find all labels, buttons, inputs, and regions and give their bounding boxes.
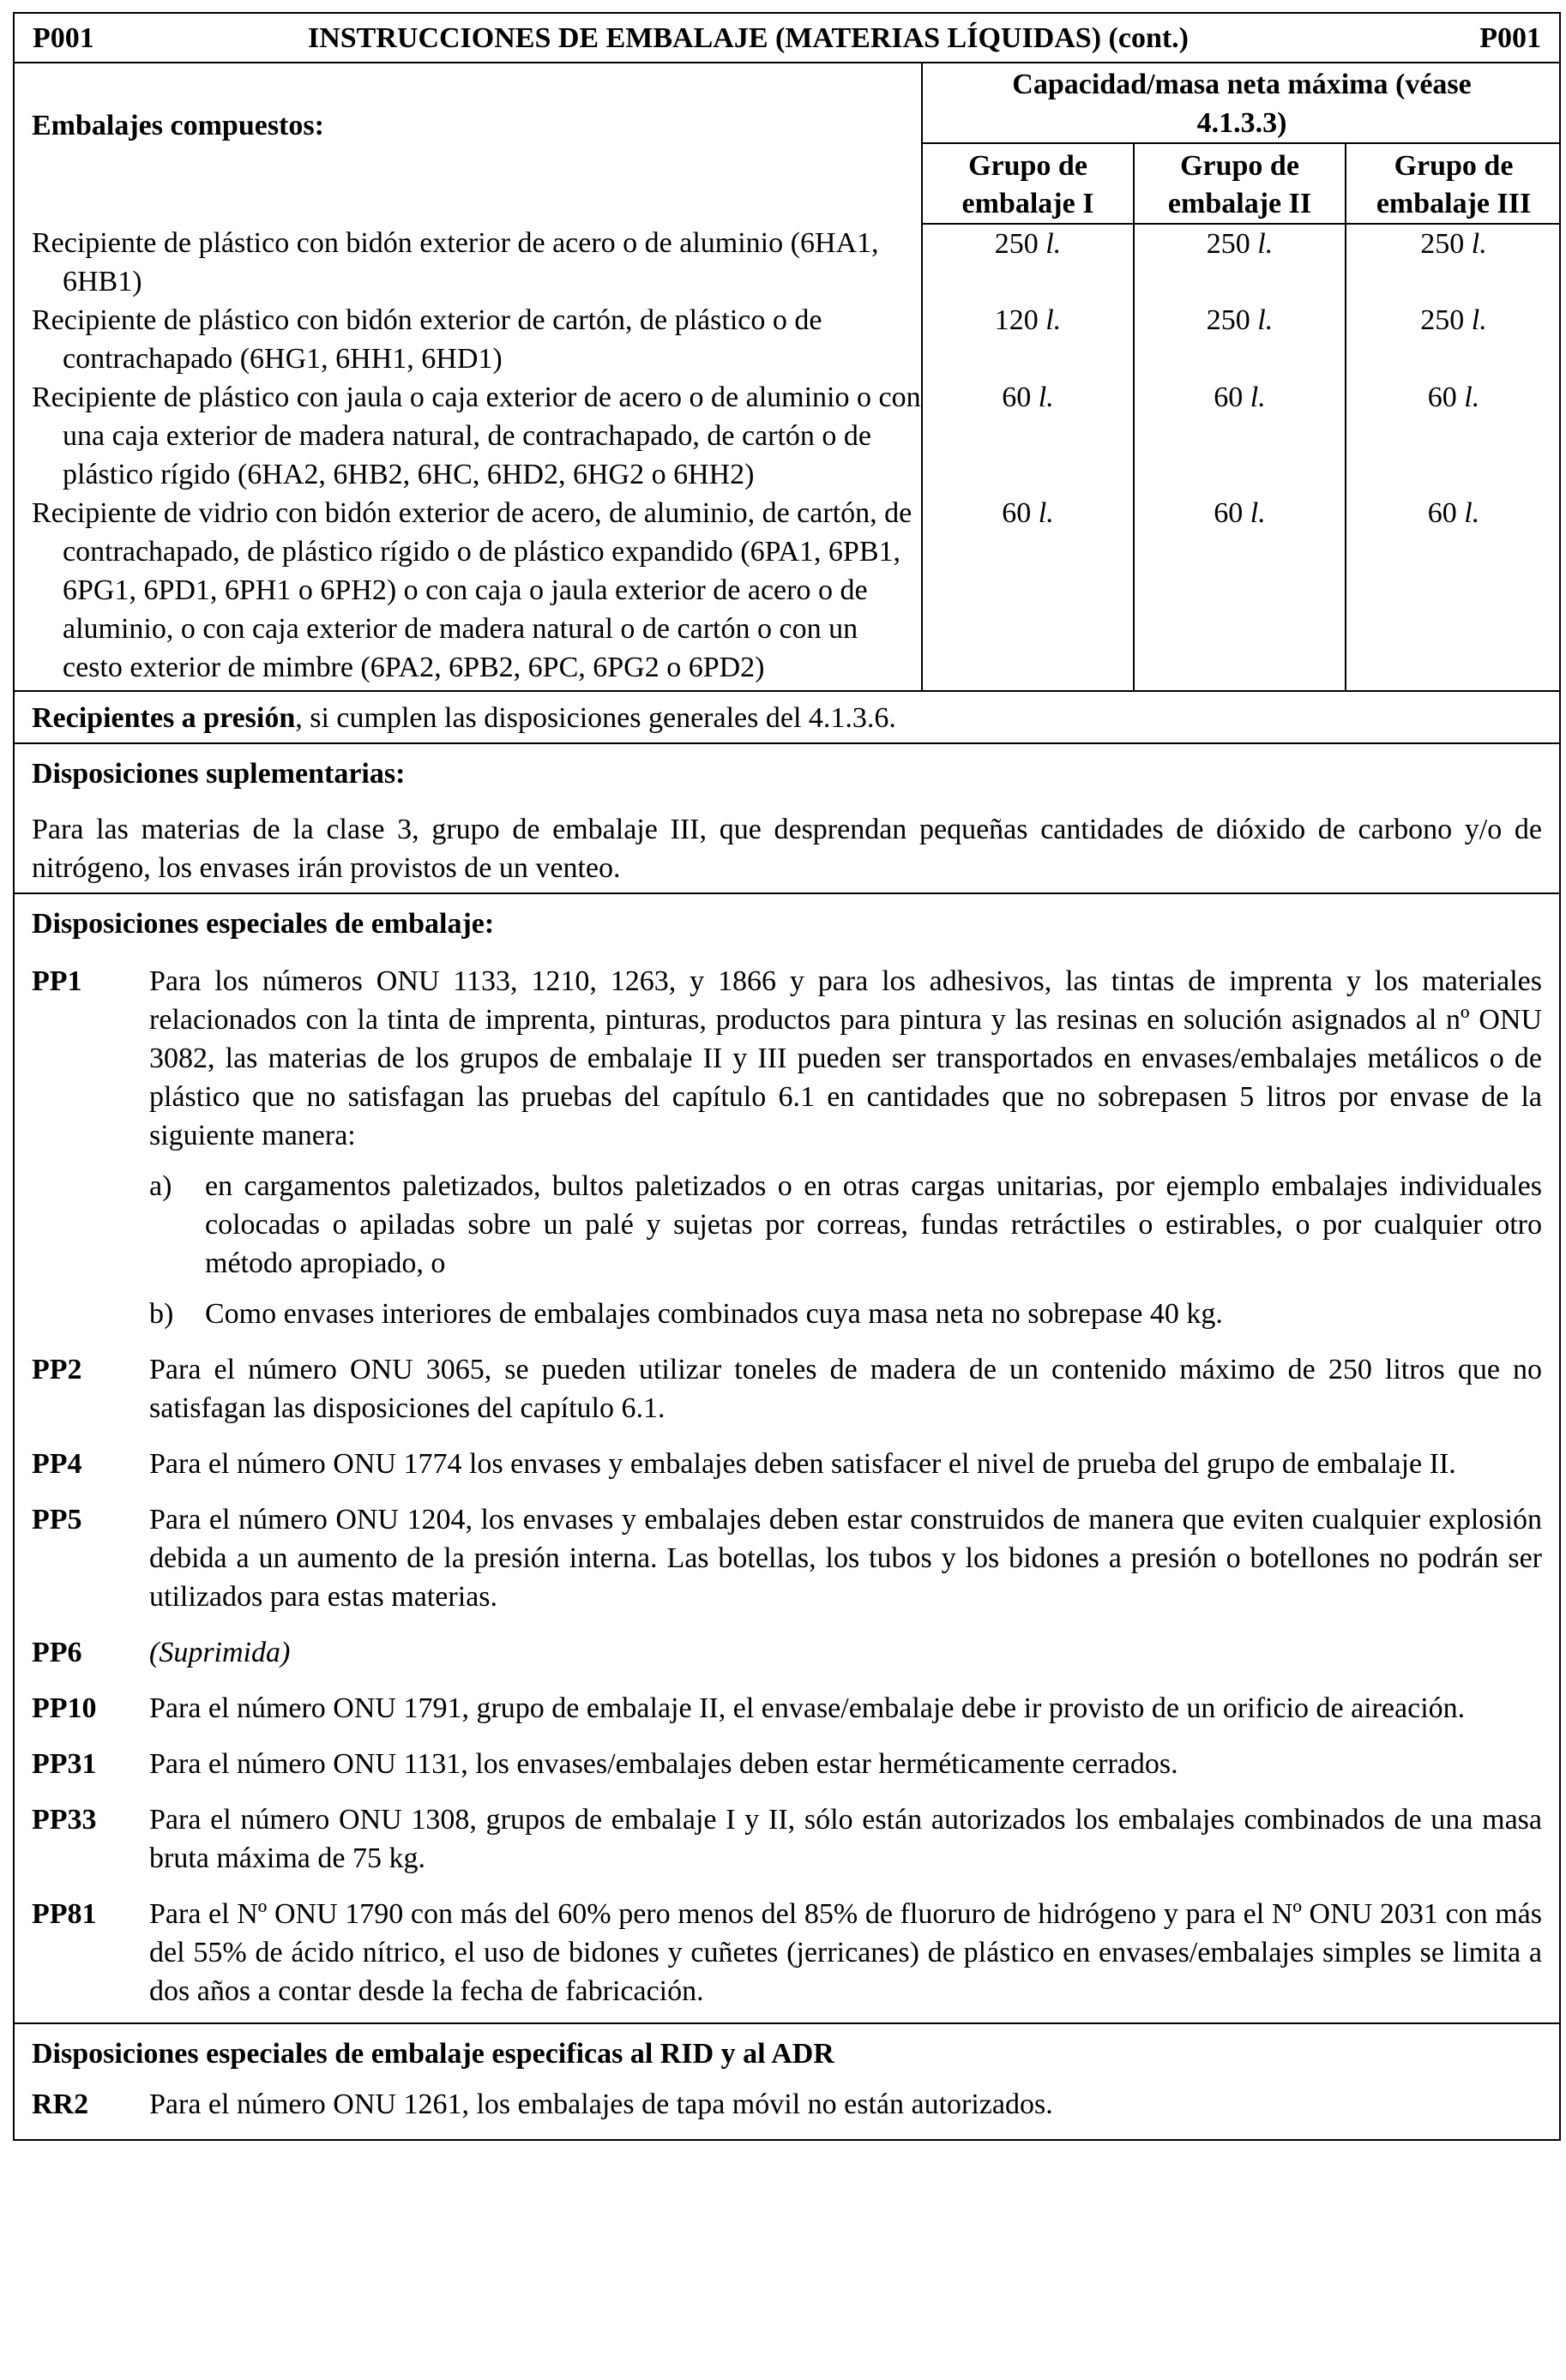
provision-code: RR2 xyxy=(32,2089,89,2120)
provision-text: Para el número ONU 1791, grupo de embalaje II, el envase/embalaje debe ir provisto de un orificio de aireación. xyxy=(149,1692,1466,1724)
group-header-ii: Grupo de embalaje II xyxy=(1134,143,1346,224)
packaging-description: Recipiente de plástico con jaula o caja exterior de acero o de aluminio o con una caja exterior de madera natural, de contrachapado, de cartón o de plástico rígido (6HA2, 6HB2, 6HC, 6HD2, 6HG2 o 6HH2) xyxy=(32,382,921,490)
composite-packaging-cell xyxy=(14,63,1560,691)
sub-item xyxy=(149,1167,1542,1283)
unit-label: l. xyxy=(1250,382,1266,413)
table-row xyxy=(15,494,1561,690)
unit-label: l. xyxy=(1471,304,1487,336)
provision-item xyxy=(32,1633,1542,1672)
table-row xyxy=(15,378,1561,494)
provision-code: PP6 xyxy=(32,1637,82,1668)
provision-code: PP5 xyxy=(32,1504,82,1536)
rid-adr-provisions-cell xyxy=(14,2023,1560,2140)
rid-adr-provisions-title: Disposiciones especiales de embalaje especificas al RID y al ADR xyxy=(32,2038,834,2070)
provision-text: Para el número ONU 1774 los envases y embalajes deben satisfacer el nivel de prueba del grupo de embalaje II. xyxy=(149,1448,1456,1480)
provision-item xyxy=(32,1895,1542,2010)
instruction-code-left: P001 xyxy=(33,21,94,54)
sub-item-label: a) xyxy=(149,1170,172,1202)
provision-text: Para el Nº ONU 1790 con más del 60% pero menos del 85% de fluoruro de hidrógeno y para el Nº ONU 2031 con más del 55% de ácido nítrico, el uso de bidones y cuñetes (jerricanes) de plástico en envases/embalajes simples se limita a dos años a contar desde la fecha de fabricación. xyxy=(149,1898,1542,2007)
special-provisions-cell xyxy=(14,893,1560,2023)
value-pg-i: 120 xyxy=(994,304,1039,336)
provision-text: Para los números ONU 1133, 1210, 1263, y 1866 y para los adhesivos, las tintas de imprenta y los materiales relacionados con la tinta de imprenta, pinturas, productos para pintura y las resinas en solución asignados al nº ONU 3082, las materias de los grupos de embalaje II y III pueden ser transportados en envases/embalajes metálicos o de plástico que no satisfagan las pruebas del capítulo 6.1 en cantidades que no sobrepasen 5 litros por envase de la siguiente manera: xyxy=(149,965,1542,1151)
provision-code: PP2 xyxy=(32,1354,82,1385)
provision-text: (Suprimida) xyxy=(149,1637,291,1668)
value-pg-ii: 60 xyxy=(1214,382,1244,413)
document-page xyxy=(13,12,1561,2373)
provision-item xyxy=(32,1689,1542,1728)
provision-code: PP81 xyxy=(32,1898,97,1930)
unit-label: l. xyxy=(1045,304,1062,336)
provision-code: PP31 xyxy=(32,1748,97,1780)
value-pg-ii: 250 xyxy=(1206,228,1250,260)
packing-instruction-table xyxy=(13,12,1561,2141)
packaging-description: Recipiente de plástico con bidón exterior de acero o de aluminio (6HA1, 6HB1) xyxy=(32,227,879,298)
provision-text: Para el número ONU 1261, los embalajes de tapa móvil no están autorizados. xyxy=(149,2089,1053,2120)
supplementary-provisions-cell xyxy=(14,743,1560,893)
value-pg-i: 60 xyxy=(1002,497,1032,529)
value-pg-ii: 60 xyxy=(1214,497,1244,529)
provision-item xyxy=(32,1500,1542,1616)
value-pg-iii: 250 xyxy=(1420,228,1465,260)
title-cell xyxy=(14,13,1560,63)
provision-text: Para el número ONU 1131, los envases/embalajes deben estar herméticamente cerrados. xyxy=(149,1748,1178,1780)
provision-code: PP4 xyxy=(32,1448,82,1480)
provision-code: PP33 xyxy=(32,1804,97,1836)
value-pg-i: 60 xyxy=(1002,382,1032,413)
capacity-header: Capacidad/masa neta máxima (véase 4.1.3.3) xyxy=(922,63,1561,143)
pressure-receptacles-label: Recipientes a presión xyxy=(32,702,296,734)
provision-item xyxy=(32,1350,1542,1427)
composite-packaging-table xyxy=(15,63,1561,690)
provision-code: PP10 xyxy=(32,1692,97,1724)
sub-item-label: b) xyxy=(149,1298,174,1330)
sub-item xyxy=(149,1295,1542,1333)
provision-item xyxy=(32,1445,1542,1483)
unit-label: l. xyxy=(1471,228,1487,260)
unit-label: l. xyxy=(1250,497,1266,529)
unit-label: l. xyxy=(1464,382,1480,413)
provision-item xyxy=(32,1745,1542,1783)
supplementary-provisions-title: Disposiciones suplementarias: xyxy=(32,758,406,790)
special-provisions-title: Disposiciones especiales de embalaje: xyxy=(32,908,495,940)
supplementary-provisions-text: Para las materias de la clase 3, grupo de embalaje III, que desprendan pequeñas cantidades de dióxido de carbono y/o de nitrógeno, los envases irán provistos de un venteo. xyxy=(32,814,1542,884)
provision-item xyxy=(32,2085,1542,2124)
unit-label: l. xyxy=(1257,304,1274,336)
group-header-iii: Grupo de embalaje III xyxy=(1346,143,1561,224)
packaging-description: Recipiente de vidrio con bidón exterior de acero, de aluminio, de cartón, de contrachapado, de plástico rígido o de plástico expandido (6PA1, 6PB1, 6PG1, 6PD1, 6PH1 o 6PH2) o con caja o jaula exterior de acero o de aluminio, o con caja exterior de madera natural o de cartón o con un cesto exterior de mimbre (6PA2, 6PB2, 6PC, 6PG2 o 6PD2) xyxy=(32,497,912,683)
composite-packaging-label: Embalajes compuestos: xyxy=(32,110,324,141)
provision-text: Para el número ONU 1308, grupos de embalaje I y II, sólo están autorizados los embalajes combinados de una masa bruta máxima de 75 kg. xyxy=(149,1804,1542,1874)
provision-item xyxy=(32,962,1542,1333)
value-pg-ii: 250 xyxy=(1206,304,1250,336)
value-pg-iii: 60 xyxy=(1427,382,1457,413)
unit-label: l. xyxy=(1038,382,1054,413)
sub-item-text: Como envases interiores de embalajes combinados cuya masa neta no sobrepase 40 kg. xyxy=(205,1298,1223,1330)
unit-label: l. xyxy=(1464,497,1480,529)
table-row xyxy=(15,301,1561,378)
value-pg-iii: 250 xyxy=(1420,304,1465,336)
group-header-i: Grupo de embalaje I xyxy=(922,143,1134,224)
page-title: INSTRUCCIONES DE EMBALAJE (MATERIAS LÍQUIDAS) (cont.) xyxy=(307,21,1190,54)
provision-code: PP1 xyxy=(32,965,82,997)
unit-label: l. xyxy=(1045,228,1062,260)
provision-text: Para el número ONU 1204, los envases y embalajes deben estar construidos de manera que eviten cualquier explosión debida a un aumento de la presión interna. Las botellas, los tubos y los bidones a presión o botellones no podrán ser utilizados para estas materias. xyxy=(149,1504,1542,1613)
value-pg-i: 250 xyxy=(994,228,1039,260)
instruction-code-right: P001 xyxy=(1479,21,1541,54)
pressure-receptacles-cell xyxy=(14,691,1560,743)
sub-item-text: en cargamentos paletizados, bultos paletizados o en otras cargas unitarias, por ejemplo embalajes individuales colocadas o apiladas sobre un palé y sujetas por correas, fundas retráctiles o estirables, o por cualquier otro método apropiado, o xyxy=(205,1170,1542,1279)
packaging-description: Recipiente de plástico con bidón exterior de cartón, de plástico o de contrachapado (6HG1, 6HH1, 6HD1) xyxy=(32,304,822,375)
value-pg-iii: 60 xyxy=(1427,497,1457,529)
provision-text: Para el número ONU 3065, se pueden utilizar toneles de madera de un contenido máximo de 250 litros que no satisfagan las disposiciones del capítulo 6.1. xyxy=(149,1354,1542,1424)
provision-item xyxy=(32,1800,1542,1878)
unit-label: l. xyxy=(1038,497,1054,529)
unit-label: l. xyxy=(1257,228,1274,260)
table-row xyxy=(15,224,1561,301)
pressure-receptacles-text: , si cumplen las disposiciones generales del 4.1.3.6. xyxy=(295,702,896,734)
